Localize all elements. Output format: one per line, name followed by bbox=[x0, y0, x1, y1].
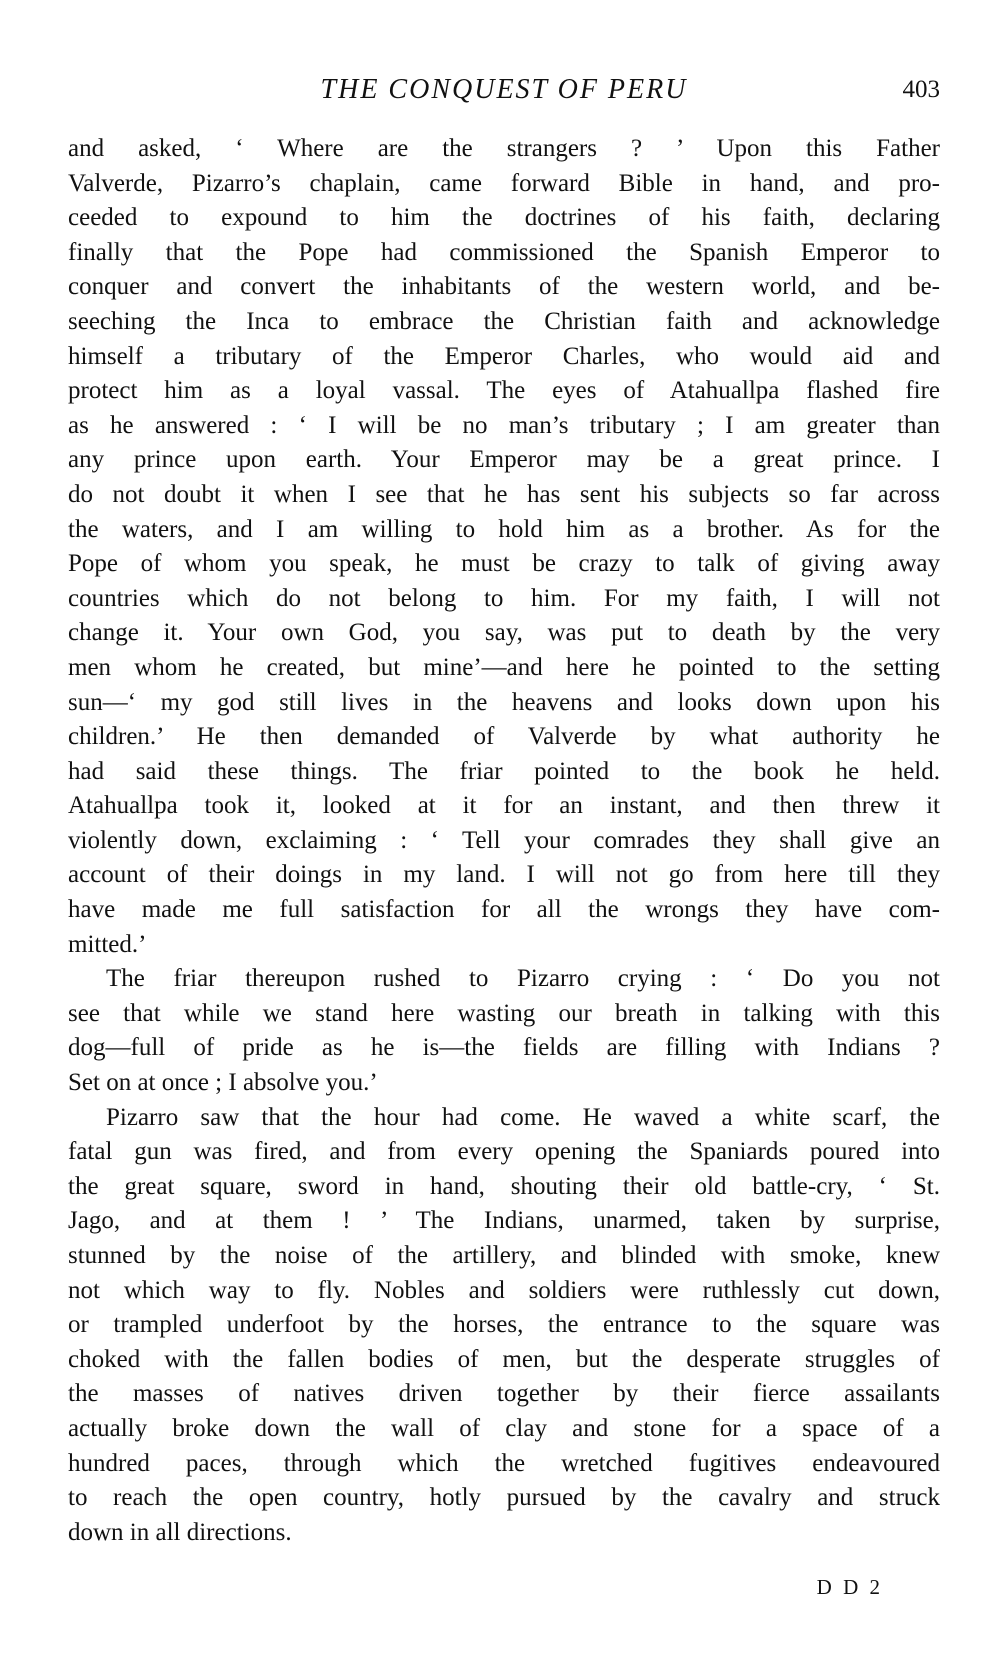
text-line: protect him as a loyal vassal. The eyes of Atahuallpa flashed fire bbox=[68, 377, 940, 405]
text-line: do not doubt it when I see that he has sent his subjects so far across bbox=[68, 480, 940, 508]
text-line: children.’ He then demanded of Valverde by what authority he bbox=[68, 723, 940, 751]
text-line: and asked, ‘ Where are the strangers ? ’ Upon this Father bbox=[68, 135, 940, 162]
text-line: Atahuallpa took it, looked at it for an instant, and then threw it bbox=[68, 792, 940, 820]
text-line: to reach the open country, hotly pursued by the cavalry and struck bbox=[68, 1484, 940, 1512]
text-line: violently down, exclaiming : ‘ Tell your comrades they shall give an bbox=[68, 826, 940, 854]
page-header bbox=[68, 70, 940, 110]
text-line: Pope of whom you speak, he must be crazy to talk of giving away bbox=[68, 550, 940, 578]
text-line: the great square, sword in hand, shouting their old battle-cry, ‘ St. bbox=[68, 1172, 940, 1200]
text-line: stunned by the noise of the artillery, and blinded with smoke, knew bbox=[68, 1242, 940, 1269]
text-line: The friar thereupon rushed to Pizarro crying : ‘ Do you not bbox=[106, 965, 940, 993]
text-line: down in all directions. bbox=[68, 1518, 292, 1546]
text-line: not which way to fly. Nobles and soldiers were ruthlessly cut down, bbox=[68, 1276, 940, 1304]
text-line: Jago, and at them ! ’ The Indians, unarmed, taken by surprise, bbox=[68, 1207, 940, 1235]
text-line: had said these things. The friar pointed to the book he held. bbox=[68, 757, 940, 785]
text-line: conquer and convert the inhabitants of the western world, and be- bbox=[68, 273, 940, 301]
text-line: as he answered : ‘ I will be no man’s tributary ; I am greater than bbox=[68, 411, 940, 439]
text-line: Valverde, Pizarro’s chaplain, came forward Bible in hand, and pro- bbox=[68, 169, 940, 197]
body-text bbox=[68, 132, 940, 1550]
text-line: choked with the fallen bodies of men, but the desperate struggles of bbox=[68, 1345, 940, 1373]
text-line: the waters, and I am willing to hold him as a brother. As for the bbox=[68, 515, 940, 543]
text-line: countries which do not belong to him. For my faith, I will not bbox=[68, 584, 940, 612]
text-line: see that while we stand here wasting our breath in talking with this bbox=[68, 999, 940, 1027]
text-line: sun—‘ my god still lives in the heavens and looks down upon his bbox=[68, 688, 940, 716]
text-line: himself a tributary of the Emperor Charles, who would aid and bbox=[68, 342, 940, 370]
text-line: Pizarro saw that the hour had come. He waved a white scarf, the bbox=[106, 1103, 940, 1131]
text-line: dog—full of pride as he is—the fields are filling with Indians ? bbox=[68, 1034, 940, 1062]
text-line: change it. Your own God, you say, was put to death by the very bbox=[68, 619, 940, 647]
text-line: the masses of natives driven together by their fierce assailants bbox=[68, 1380, 940, 1408]
text-line: actually broke down the wall of clay and stone for a space of a bbox=[68, 1414, 940, 1442]
text-line: finally that the Pope had commissioned the Spanish Emperor to bbox=[68, 238, 940, 266]
text-line: mitted.’ bbox=[68, 930, 147, 958]
text-line: hundred paces, through which the wretched fugitives endeavoured bbox=[68, 1449, 940, 1477]
page-number: 403 bbox=[902, 76, 940, 103]
text-line: have made me full satisfaction for all the wrongs they have com- bbox=[68, 896, 940, 924]
text-line: fatal gun was fired, and from every opening the Spaniards poured into bbox=[68, 1138, 940, 1166]
text-line: men whom he created, but mine’—and here he pointed to the setting bbox=[68, 653, 940, 681]
text-line: Set on at once ; I absolve you.’ bbox=[68, 1069, 378, 1097]
text-line: seeching the Inca to embrace the Christian faith and acknowledge bbox=[68, 307, 940, 335]
text-line: or trampled underfoot by the horses, the entrance to the square was bbox=[68, 1311, 940, 1339]
signature-mark: D D 2 bbox=[816, 1575, 883, 1599]
text-line: any prince upon earth. Your Emperor may be a great prince. I bbox=[68, 446, 940, 474]
running-title: THE CONQUEST OF PERU bbox=[320, 74, 688, 105]
text-line: account of their doings in my land. I will not go from here till they bbox=[68, 861, 940, 889]
text-line: ceeded to expound to him the doctrines of his faith, declaring bbox=[68, 204, 940, 232]
